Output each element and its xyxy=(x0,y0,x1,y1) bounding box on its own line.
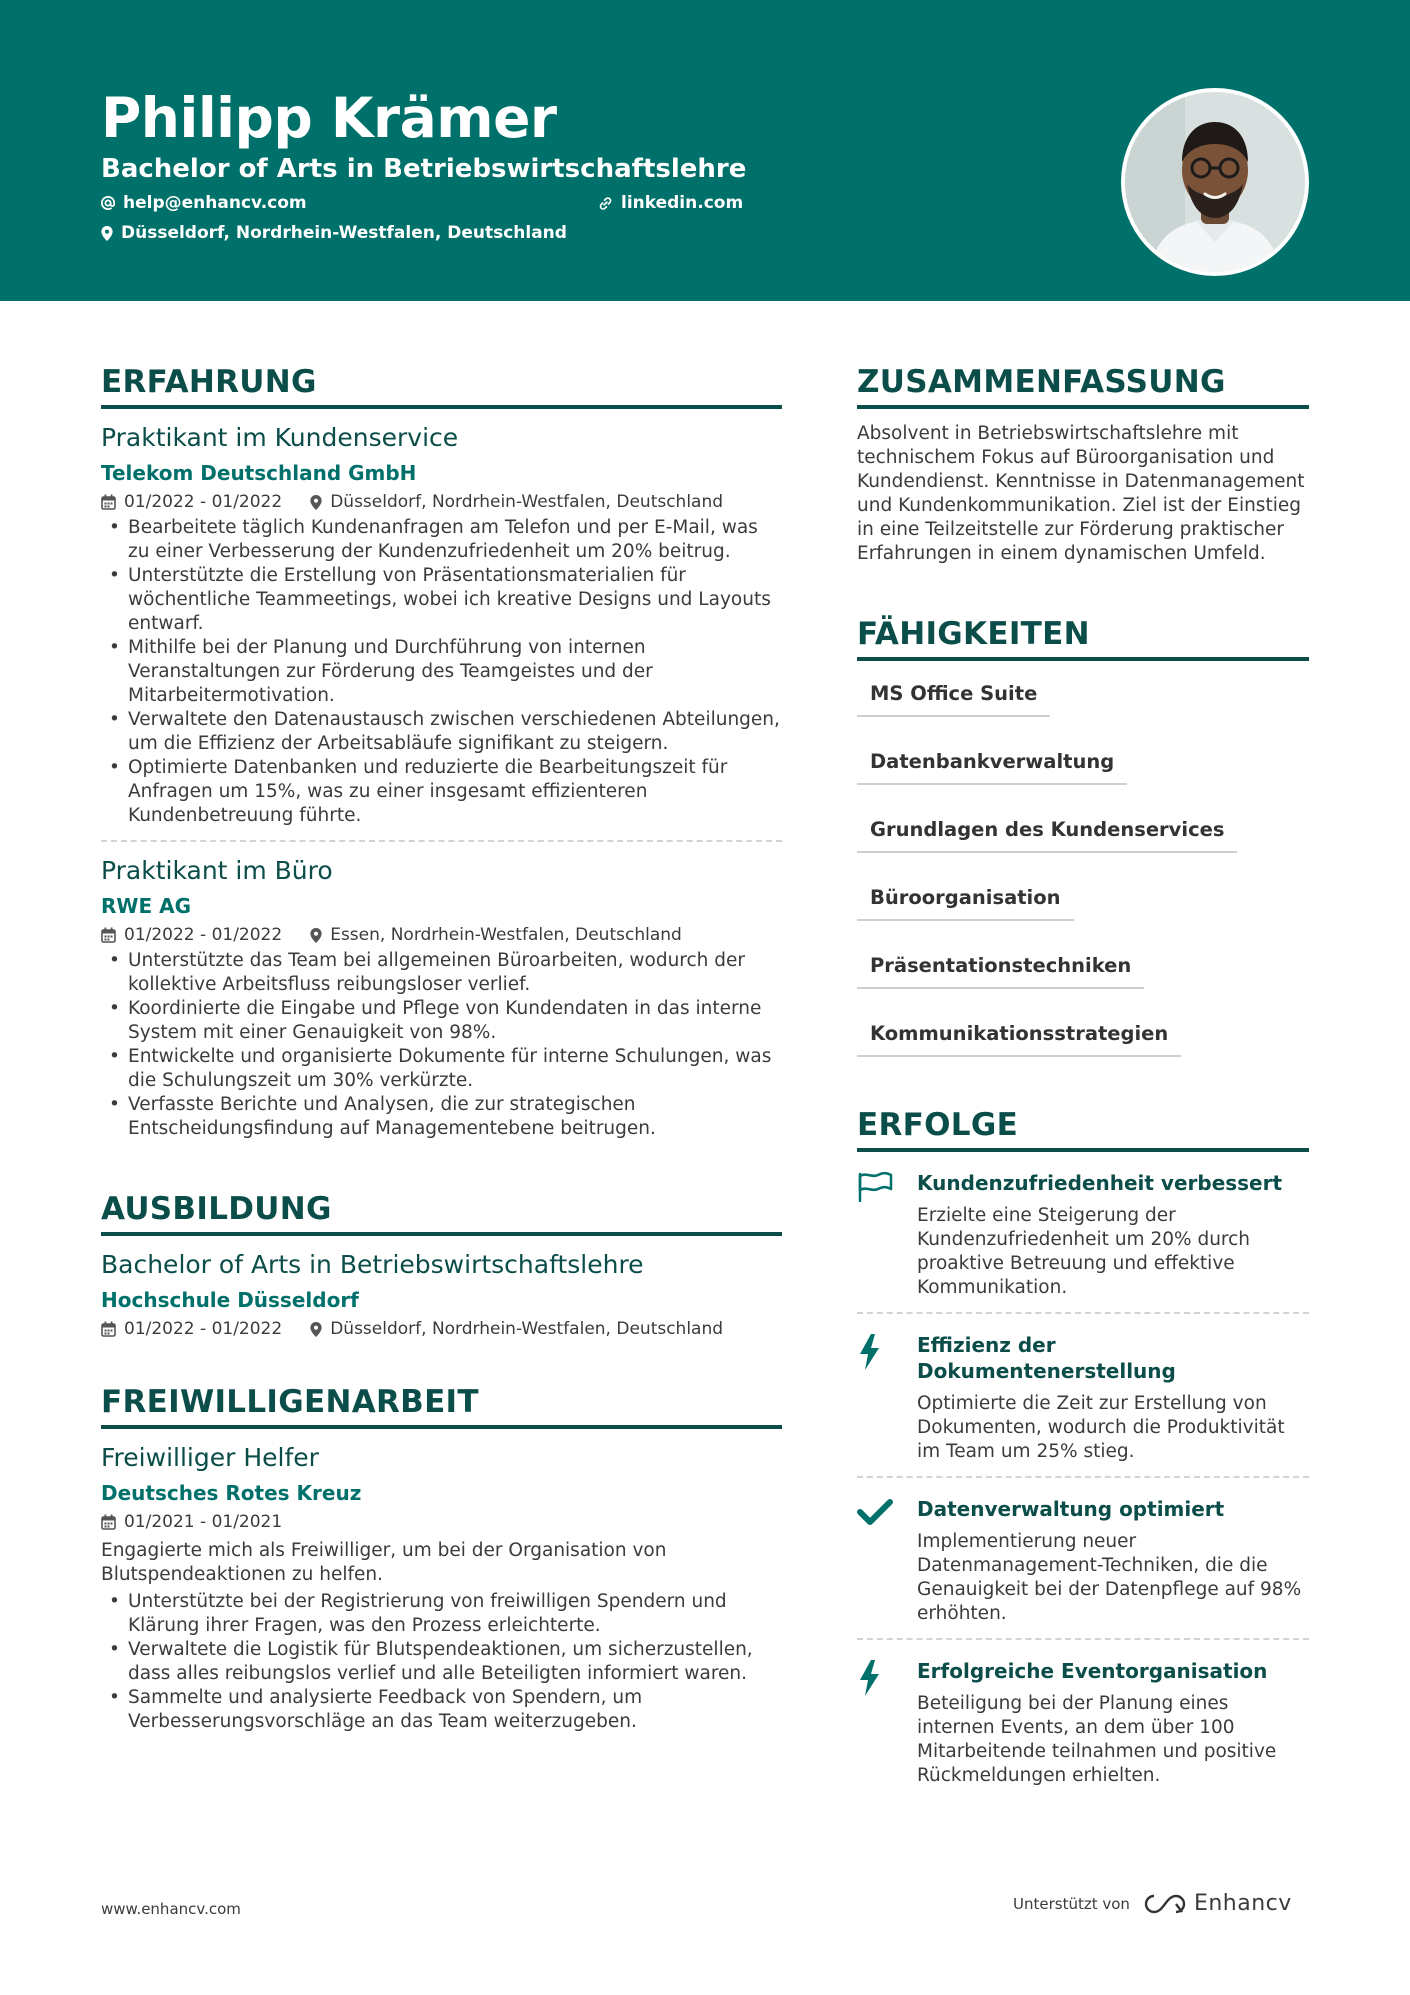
volunteer-dates xyxy=(101,1511,282,1533)
entry-divider xyxy=(857,1312,1309,1314)
bullet-item: • Unterstützte die Erstellung von Präsentationsmaterialien für wöchentliche Teammeetings, wobei ich kreative Designs und Layouts entwarf. xyxy=(101,564,782,636)
location-pin-icon xyxy=(101,226,113,241)
company-name: RWE AG xyxy=(101,894,191,918)
left-column xyxy=(101,362,782,1734)
lightning-icon xyxy=(857,1660,881,1696)
job-title: Praktikant im Büro xyxy=(101,856,333,885)
degree-title: Bachelor of Arts in Betriebswirtschaftslehre xyxy=(101,1250,644,1279)
flag-icon xyxy=(857,1172,895,1202)
location-text: Düsseldorf, Nordrhein-Westfalen, Deutschland xyxy=(330,1319,724,1339)
job-meta xyxy=(101,924,782,946)
footer-website[interactable]: www.enhancv.com xyxy=(101,1900,241,1918)
achievement-item xyxy=(857,1496,1309,1626)
skill-tag: MS Office Suite xyxy=(857,681,1050,717)
job-title: Praktikant im Kundenservice xyxy=(101,423,459,452)
bullet-item: • Verwaltete die Logistik für Blutspendeaktionen, um sicherzustellen, dass alles reibungslos verlief und alle Beteiligten informiert waren. xyxy=(101,1638,782,1686)
candidate-name: Philipp Krämer xyxy=(101,86,557,150)
section-title-achievements: ERFOLGE xyxy=(857,1105,1309,1152)
bullet-item: • Mithilfe bei der Planung und Durchführung von internen Veranstaltungen zur Förderung des Teamgeistes und der Mitarbeitermotivation. xyxy=(101,636,782,708)
education-dates xyxy=(101,1318,282,1340)
skill-tag: Kommunikationsstrategien xyxy=(857,1021,1181,1057)
dates-text: 01/2022 - 01/2022 xyxy=(124,925,283,945)
school-name: Hochschule Düsseldorf xyxy=(101,1288,359,1312)
dates-text: 01/2022 - 01/2022 xyxy=(124,492,283,512)
skill-tag: Büroorganisation xyxy=(857,885,1074,921)
entry-divider xyxy=(857,1638,1309,1640)
contact-location xyxy=(101,221,567,245)
location-text: Düsseldorf, Nordrhein-Westfalen, Deutschland xyxy=(121,223,567,243)
entry-divider xyxy=(857,1476,1309,1478)
candidate-headline: Bachelor of Arts in Betriebswirtschaftslehre xyxy=(101,154,747,184)
education-entry xyxy=(101,1249,782,1340)
location-text: Düsseldorf, Nordrhein-Westfalen, Deutschland xyxy=(330,492,724,512)
bullet-item: • Sammelte und analysierte Feedback von Spendern, um Verbesserungsvorschläge an das Team weiterzugeben. xyxy=(101,1686,782,1734)
calendar-icon xyxy=(101,1514,116,1530)
powered-by-text: Unterstützt von xyxy=(1013,1894,1130,1913)
avatar-portrait xyxy=(1125,92,1305,272)
job-meta xyxy=(101,491,782,513)
summary-text: Absolvent in Betriebswirtschaftslehre mit technischem Fokus auf Büroorganisation und Kundendienst. Kenntnisse in Datenmanagement und Kundenkommunikation. Ziel ist der Einstieg in eine Teilzeitstelle zur Förderung praktischer Erfahrungen in einem dynamischen Umfeld. xyxy=(857,423,1305,564)
at-icon xyxy=(101,196,115,210)
bullet-item: • Entwickelte und organisierte Dokumente für interne Schulungen, was die Schulungszeit um 30% verkürzte. xyxy=(101,1045,782,1093)
company-name: Telekom Deutschland GmbH xyxy=(101,461,417,485)
location-pin-icon xyxy=(310,928,322,943)
bullet-item: • Unterstützte das Team bei allgemeinen Büroarbeiten, wodurch der kollektive Arbeitsfluss reibungsloser verlief. xyxy=(101,949,782,997)
education-meta xyxy=(101,1318,782,1340)
contact-email[interactable] xyxy=(101,191,307,215)
lightning-icon xyxy=(857,1334,881,1370)
profile-photo xyxy=(1121,88,1309,276)
organization-name: Deutsches Rotes Kreuz xyxy=(101,1481,362,1505)
bullet-item: • Koordinierte die Eingabe und Pflege von Kundendaten in das interne System mit einer Genauigkeit von 98%. xyxy=(101,997,782,1045)
skill-tag: Präsentationstechniken xyxy=(857,953,1144,989)
job-dates xyxy=(101,924,282,946)
job-bullets xyxy=(101,516,782,828)
bullet-item: • Verfasste Berichte und Analysen, die zur strategischen Entscheidungsfindung auf Managementebene beitrugen. xyxy=(101,1093,782,1141)
check-icon xyxy=(857,1498,893,1526)
achievement-item xyxy=(857,1332,1309,1464)
calendar-icon xyxy=(101,494,116,510)
entry-divider xyxy=(101,840,782,842)
contact-linkedin[interactable] xyxy=(598,191,743,215)
location-pin-icon xyxy=(310,495,322,510)
link-icon xyxy=(598,196,613,211)
skill-tag: Datenbankverwaltung xyxy=(857,749,1127,785)
job-bullets xyxy=(101,949,782,1141)
bullet-item: • Optimierte Datenbanken und reduzierte die Bearbeitungszeit für Anfragen um 15%, was zu einer insgesamt effizienteren Kundenbetreuung führte. xyxy=(101,756,782,828)
achievement-title: Kundenzufriedenheit verbessert xyxy=(917,1171,1283,1195)
achievement-desc: Beteiligung bei der Planung eines internen Events, an dem über 100 Mitarbeitende teilnahmen und positive Rückmeldungen erhielten. xyxy=(917,1693,1277,1786)
volunteer-entry xyxy=(101,1442,782,1734)
email-text: help@enhancv.com xyxy=(123,193,307,213)
bullet-item: • Unterstützte bei der Registrierung von freiwilligen Spendern und Klärung ihrer Fragen, was den Prozess erleichterte. xyxy=(101,1590,782,1638)
job-location xyxy=(310,491,723,513)
section-title-summary: ZUSAMMENFASSUNG xyxy=(857,362,1309,409)
bullet-item: • Bearbeitete täglich Kundenanfragen am Telefon und per E-Mail, was zu einer Verbesserung der Kundenzufriedenheit um 20% beitrug. xyxy=(101,516,782,564)
job-dates xyxy=(101,491,282,513)
skill-tag: Grundlagen des Kundenservices xyxy=(857,817,1237,853)
location-text: Essen, Nordrhein-Westfalen, Deutschland xyxy=(330,925,682,945)
education-location xyxy=(310,1318,723,1340)
volunteer-description: Engagierte mich als Freiwilliger, um bei der Organisation von Blutspendeaktionen zu helfen. xyxy=(101,1540,667,1585)
bullet-item: • Verwaltete den Datenaustausch zwischen verschiedenen Abteilungen, um die Effizienz der Arbeitsabläufe signifikant zu steigern. xyxy=(101,708,782,756)
enhancv-logo-icon xyxy=(1142,1892,1188,1916)
achievement-item xyxy=(857,1658,1309,1788)
calendar-icon xyxy=(101,927,116,943)
calendar-icon xyxy=(101,1321,116,1337)
dates-text: 01/2022 - 01/2022 xyxy=(124,1319,283,1339)
volunteer-bullets xyxy=(101,1590,782,1734)
achievement-desc: Optimierte die Zeit zur Erstellung von Dokumenten, wodurch die Produktivität im Team um 25% stieg. xyxy=(917,1393,1285,1462)
volunteer-role: Freiwilliger Helfer xyxy=(101,1443,319,1472)
location-pin-icon xyxy=(310,1322,322,1337)
linkedin-text: linkedin.com xyxy=(621,193,744,213)
resume-header xyxy=(0,0,1410,301)
experience-entry xyxy=(101,422,782,828)
section-title-experience: ERFAHRUNG xyxy=(101,362,782,409)
right-column xyxy=(857,362,1309,1788)
section-title-volunteer: FREIWILLIGENARBEIT xyxy=(101,1382,782,1429)
footer-branding xyxy=(1013,1891,1292,1916)
experience-entry xyxy=(101,855,782,1141)
section-title-education: AUSBILDUNG xyxy=(101,1189,782,1236)
achievement-item xyxy=(857,1170,1309,1300)
skills-list xyxy=(857,681,1309,1057)
section-title-skills: FÄHIGKEITEN xyxy=(857,614,1309,661)
achievement-title: Effizienz der Dokumentenerstellung xyxy=(917,1333,1176,1383)
achievement-title: Datenverwaltung optimiert xyxy=(917,1497,1225,1521)
brand-name: Enhancv xyxy=(1193,1891,1292,1916)
achievement-desc: Erzielte eine Steigerung der Kundenzufriedenheit um 20% durch proaktive Betreuung und effektive Kommunikation. xyxy=(917,1205,1251,1298)
volunteer-meta xyxy=(101,1511,782,1533)
job-location xyxy=(310,924,682,946)
achievement-desc: Implementierung neuer Datenmanagement-Techniken, die die Genauigkeit bei der Datenpflege auf 98% erhöhten. xyxy=(917,1531,1302,1624)
dates-text: 01/2021 - 01/2021 xyxy=(124,1512,283,1532)
achievement-title: Erfolgreiche Eventorganisation xyxy=(917,1659,1268,1683)
